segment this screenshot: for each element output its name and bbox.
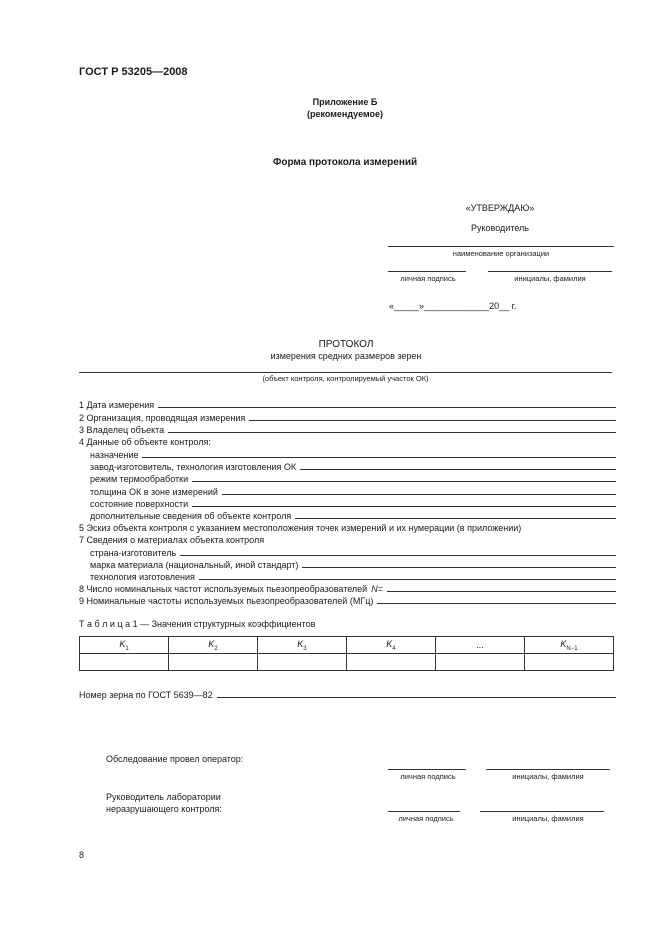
lab-head-label-2: неразрушающего контроля: [106,804,222,814]
table-cell [257,654,346,671]
frequency-count-field [387,591,616,592]
item-frequency-count: 8 Число номинальных частот используемых пьезопреобразователей N= [79,582,616,594]
item-purpose: назначение [90,448,616,460]
protocol-title: ПРОТОКОЛ [318,339,374,350]
operator-initials-caption: инициалы, фамилия [512,772,584,781]
operator-label: Обследование провел оператор: [106,754,244,764]
grain-number-field [217,697,616,698]
item-owner: 3 Владелец объекта [79,423,616,435]
table-cell [346,654,435,671]
lab-signature-caption: личная подпись [398,814,454,823]
approve-label: «УТВЕРЖДАЮ» [465,203,535,213]
item-object-data: 4 Данные об объекте контроля: [79,437,211,447]
purpose-field [142,457,616,458]
coefficients-table [79,636,614,671]
lab-signature-line [388,811,460,812]
item-material-grade: марка материала (национальный, иной стандарт) [90,558,616,570]
annex-title: Приложение Б [312,97,378,107]
table-header-ellipsis: ... [435,637,524,654]
item-thickness: толщина ОК в зоне измерений [90,485,616,497]
organization-line [388,246,614,247]
item-frequencies: 9 Номинальные частоты используемых пьезопреобразователей (МГц) [79,594,616,606]
heat-treatment-field [192,481,616,482]
object-caption: (объект контроля, контролируемый участок ОК) [262,374,429,383]
measurement-date-field [158,407,616,408]
operator-initials-line [486,769,610,770]
form-title: Форма протокола измерений [272,157,418,168]
object-line [79,372,612,373]
item-heat-treatment: режим термообработки [90,472,616,484]
table-caption-text: — Значения структурных коэффициентов [137,619,316,629]
surface-field [192,506,616,507]
lab-head-label-1: Руководитель лаборатории [106,792,221,802]
operator-signature-line [388,769,466,770]
owner-field [168,432,616,433]
n-symbol: N= [371,584,383,594]
item-additional: дополнительные сведения об объекте контроля [90,509,616,521]
thickness-field [222,494,616,495]
item-sketch: 5 Эскиз объекта контроля с указанием местоположения точек измерений и их нумерации (в приложении) [79,523,522,533]
table-header-k4: $K_4$ [346,637,435,654]
initials-caption: инициалы, фамилия [514,274,586,283]
table-cell [168,654,257,671]
page-number: 8 [79,850,85,860]
table-header-kn1: $K_{N-1}$ [524,637,613,654]
lab-initials-caption: инициалы, фамилия [512,814,584,823]
table-value-row [80,654,614,671]
organization-caption: наименование организации [452,249,550,258]
operator-signature-caption: личная подпись [400,772,456,781]
approval-date: «_____»_____________20__ г. [389,301,517,311]
organization-field [249,420,616,421]
table-caption-prefix: Т а б л и ц а 1 [79,619,138,629]
table-caption [79,619,315,629]
technology-field [199,579,616,580]
document-header: ГОСТ Р 53205—2008 [79,66,188,78]
signature-caption: личная подпись [400,274,456,283]
table-cell [80,654,169,671]
table-cell [435,654,524,671]
item-materials: 7 Сведения о материалах объекта контроля [79,535,265,545]
item-organization: 2 Организация, проводящая измерения [79,411,616,423]
item-country: страна-изготовитель [90,546,616,558]
manufacturer-field [300,469,616,470]
table-header-row [80,637,614,654]
annex-subtitle: (рекомендуемое) [307,109,383,119]
table-header-k2: $K_2$ [168,637,257,654]
item-surface: состояние поверхности [90,497,616,509]
protocol-subtitle: измерения средних размеров зерен [270,351,422,361]
signature-line [388,271,466,272]
frequencies-field [377,603,616,604]
item-grain-number: Номер зерна по ГОСТ 5639—82 [79,688,616,700]
head-label: Руководитель [471,223,529,233]
country-field [180,555,616,556]
item-measurement-date: 1 Дата измерения [79,398,616,410]
item-technology: технология изготовления [90,570,616,582]
table-header-k3: $K_3$ [257,637,346,654]
lab-initials-line [480,811,604,812]
table-cell [524,654,613,671]
initials-line [488,271,612,272]
item-manufacturer: завод-изготовитель, технология изготовления ОК [90,460,616,472]
material-grade-field [302,567,616,568]
table-header-k1: $K_1$ [80,637,169,654]
additional-field [295,518,616,519]
